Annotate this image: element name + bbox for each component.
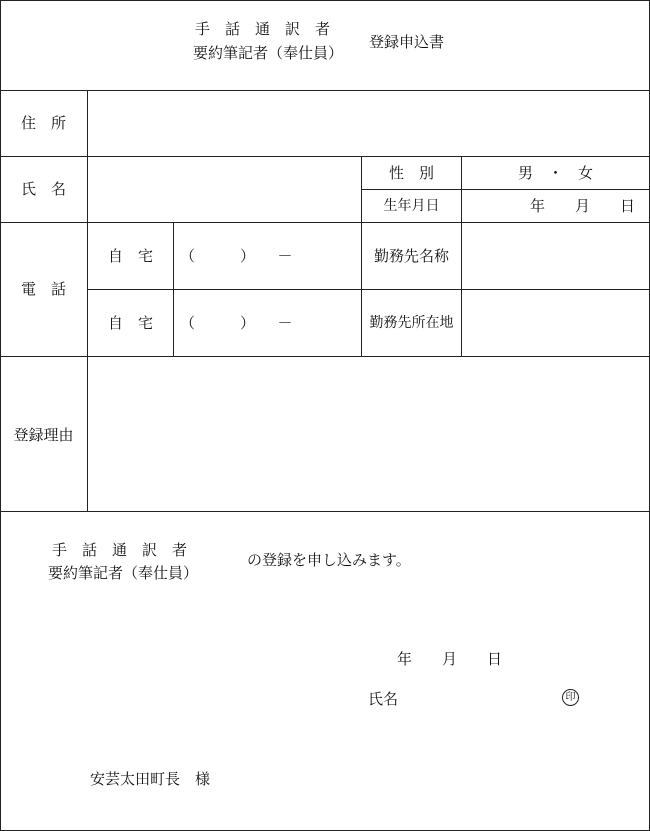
phone-label: 電 話 xyxy=(20,280,66,298)
rule-home-col xyxy=(173,222,174,356)
header-line1: 手 話 通 訳 者 xyxy=(195,20,331,38)
seal-mark: 印 xyxy=(562,689,579,706)
declaration-suffix: の登録を申し込みます。 xyxy=(247,551,411,569)
signature-field[interactable] xyxy=(405,686,555,710)
rule-reason xyxy=(0,511,650,512)
reason-field[interactable] xyxy=(88,357,649,511)
addressee: 安芸太田町長 様 xyxy=(90,770,211,788)
header-line2: 要約筆記者（奉仕員） xyxy=(193,44,344,62)
workplace-name-field[interactable] xyxy=(462,223,649,289)
reason-label: 登録理由 xyxy=(13,426,74,444)
signature-label: 氏名 xyxy=(368,690,399,708)
workplace-name-label: 勤務先名称 xyxy=(373,247,449,265)
declaration-line1: 手 話 通 訳 者 xyxy=(52,541,188,559)
home-label-1: 自 宅 xyxy=(107,247,153,265)
name-label: 氏 名 xyxy=(20,180,66,198)
border-top xyxy=(0,0,650,1)
birthdate-label: 生年月日 xyxy=(383,198,440,214)
workplace-address-field[interactable] xyxy=(462,290,649,356)
gender-label: 性 別 xyxy=(388,164,434,182)
phone-field-1[interactable]: （ ） － xyxy=(180,247,293,265)
gender-options[interactable]: 男 ・ 女 xyxy=(517,164,593,182)
address-field[interactable] xyxy=(88,91,649,156)
rule-gender xyxy=(361,189,650,190)
name-field[interactable] xyxy=(88,157,361,222)
birthdate-field[interactable]: 年 月 日 xyxy=(530,197,636,215)
workplace-address-label: 勤務先所在地 xyxy=(369,315,454,331)
home-label-2: 自 宅 xyxy=(107,314,153,332)
address-label: 住 所 xyxy=(20,114,66,132)
declaration-line2: 要約筆記者（奉仕員） xyxy=(48,564,199,582)
phone-field-2[interactable]: （ ） － xyxy=(180,314,293,332)
application-date[interactable]: 年 月 日 xyxy=(397,650,503,668)
header-title-suffix: 登録申込書 xyxy=(369,33,445,51)
